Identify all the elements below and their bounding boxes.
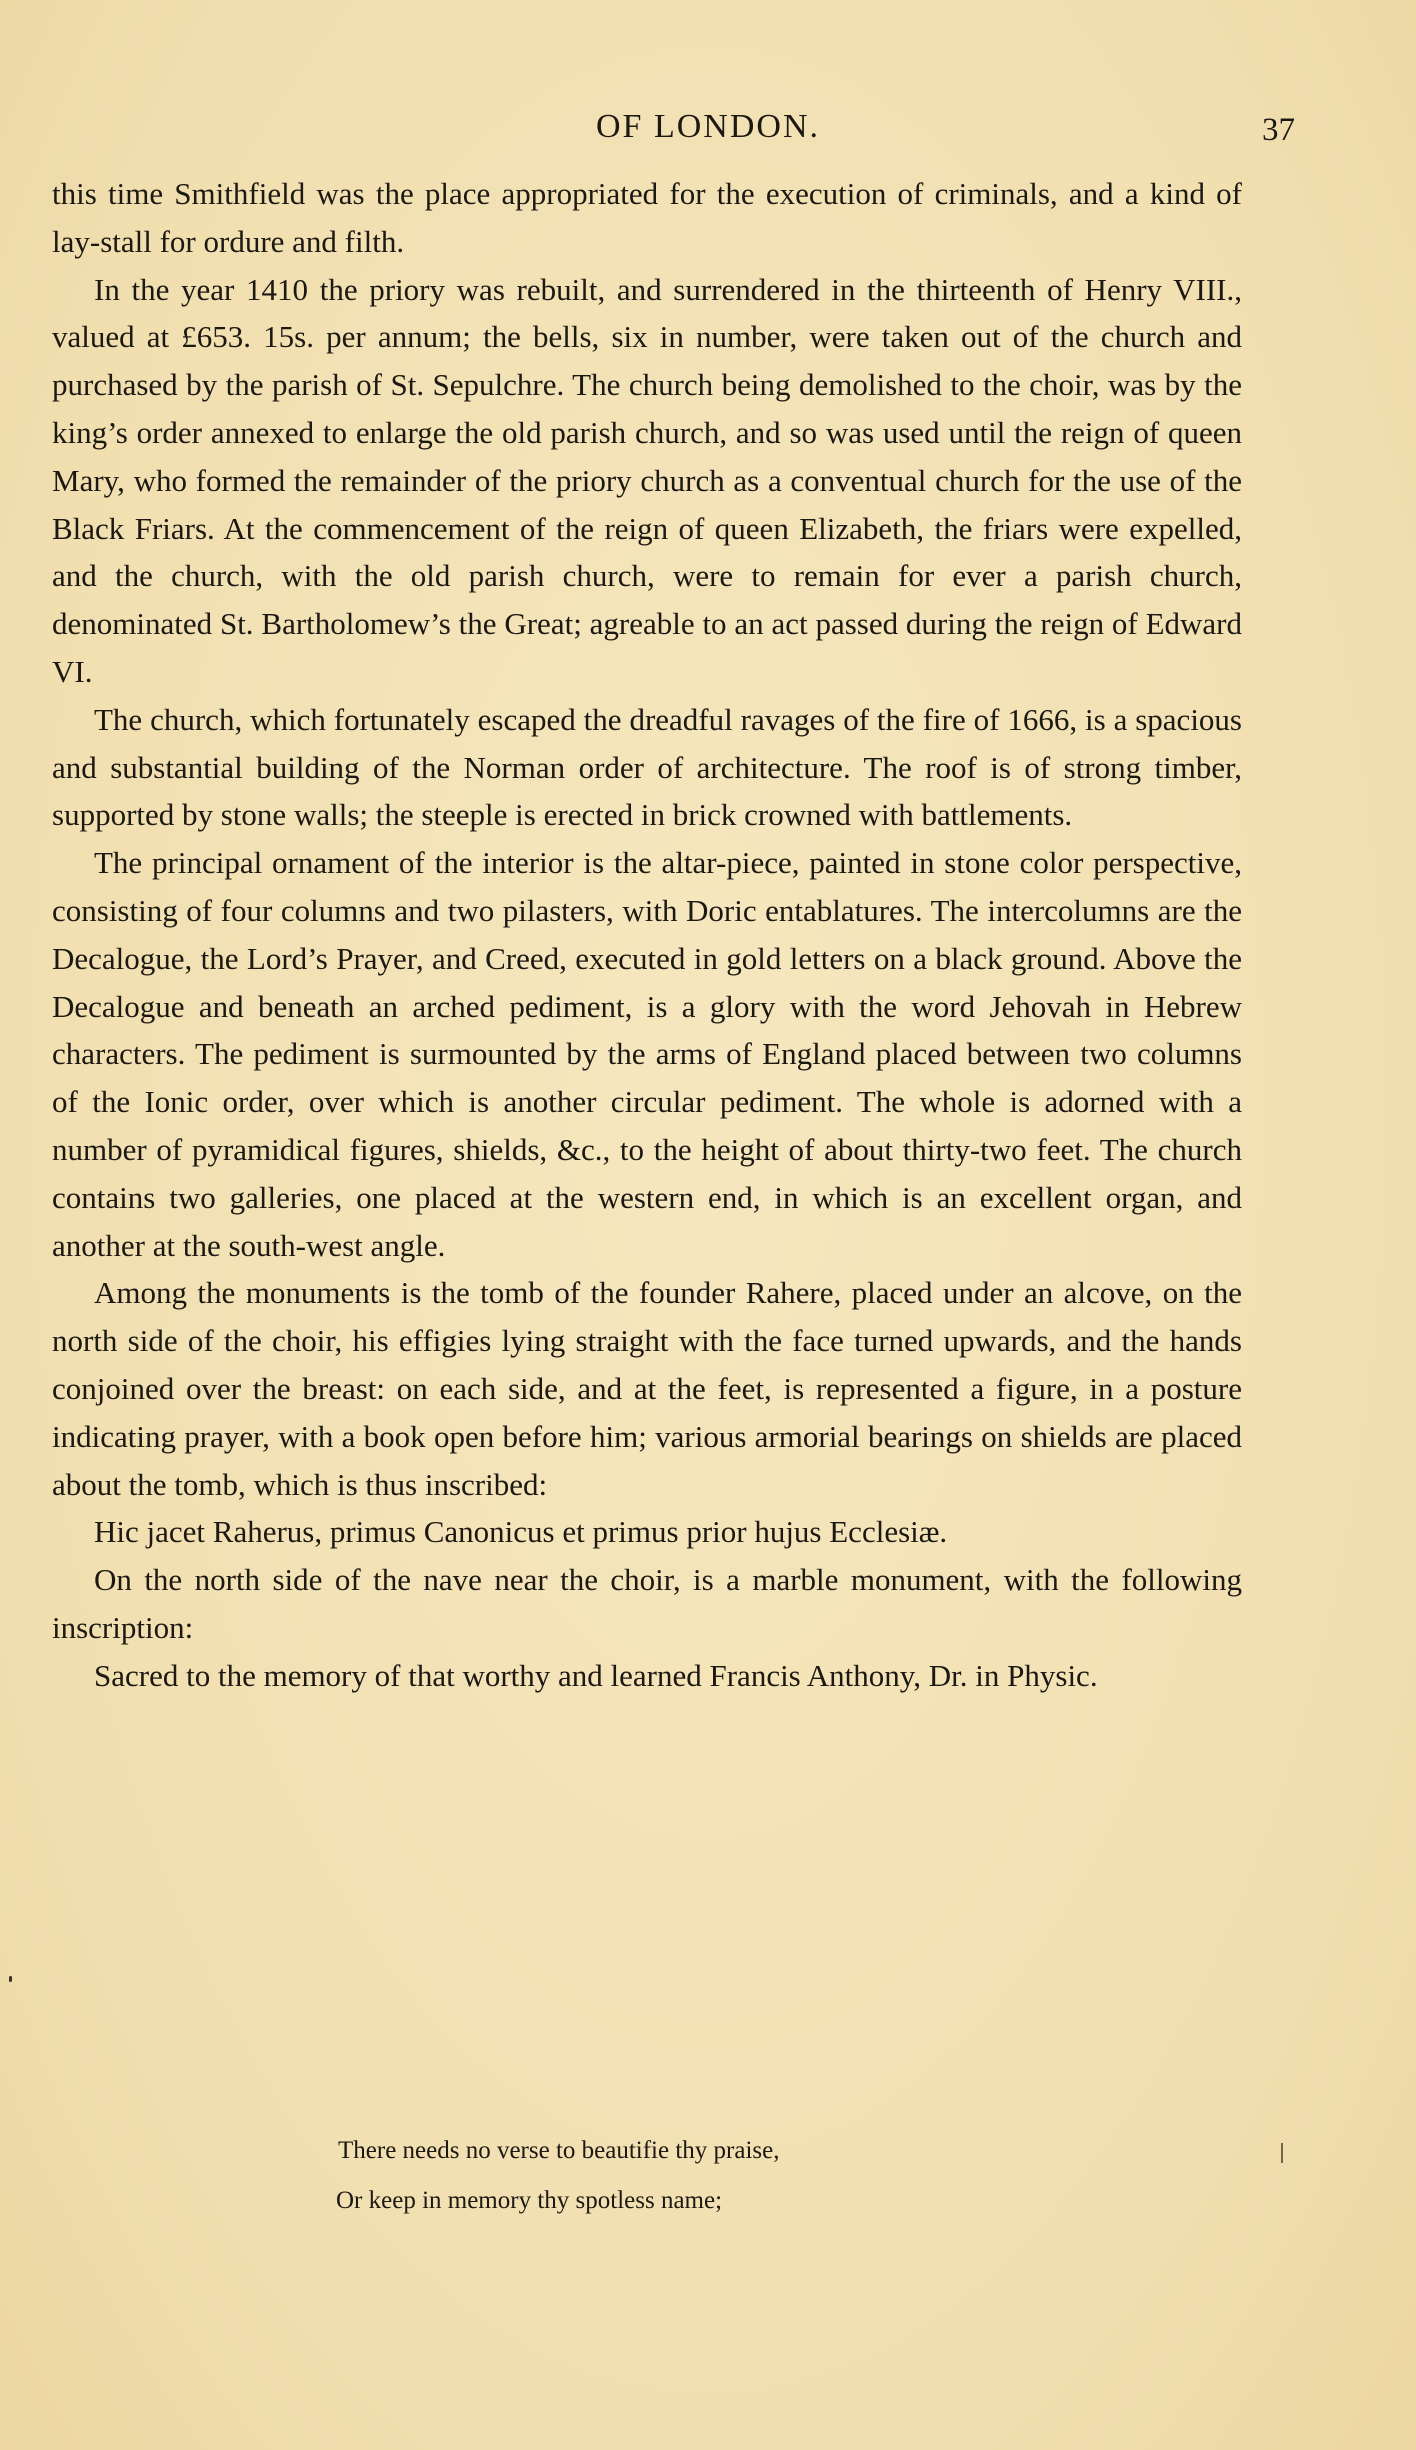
margin-speck xyxy=(9,1976,12,1982)
paragraph-church-building: The church, which fortunately escaped the dreadful ravages of the fire of 1666, is a spacious and substantial building of the Norman order of architecture. The roof is of strong timber, supported by stone walls; the steeple is erected in brick crowned with battlements. xyxy=(52,701,1242,833)
paragraph-marble-monument: On the north side of the nave near the choir, is a marble monument, with the following inscription: xyxy=(52,1562,1242,1645)
page-title: OF LONDON. xyxy=(596,108,820,145)
body-text xyxy=(52,170,1242,1700)
paragraph-sacred-memory: Sacred to the memory of that worthy and learned Francis Anthony, Dr. in Physic. xyxy=(94,1657,1098,1693)
paragraph-smithfield: this time Smithfield was the place appropriated for the execution of criminals, and a kind of lay-stall for ordure and filth. xyxy=(52,176,1242,259)
running-head xyxy=(0,108,1416,152)
verse-line: Or keep in memory thy spotless name; xyxy=(336,2187,723,2214)
paragraph-priory-rebuilt: In the year 1410 the priory was rebuilt, and surrendered in the thirteenth of Henry VIII., valued at £653. 15s. per annum; the bells, six in number, were taken out of the church and purchased by the parish of St. Sepulchre. The church being demolished to the choir, was by the king’s order annexed to enlarge the old parish church, and so was used until the reign of queen Mary, who formed the remainder of the priory church as a conventual church for the use of the Black Friars. At the commencement of the reign of queen Elizabeth, the friars were expelled, and the church, with the old parish church, were to remain for ever a parish church, denominated St. Bartholomew’s the Great; agreable to an act passed during the reign of Edward VI. xyxy=(52,271,1242,689)
paragraph-altar-piece: The principal ornament of the interior is the altar-piece, painted in stone color perspective, consisting of four columns and two pilasters, with Doric entablatures. The intercolumns are the Decalogue, the Lord’s Prayer, and Creed, executed in gold letters on a black ground. Above the Decalogue and beneath an arched pediment, is a glory with the word Jehovah in Hebrew characters. The pediment is surmounted by the arms of England placed between two columns of the Ionic order, over which is another circular pediment. The whole is adorned with a number of pyramidical figures, shields, &c., to the height of about thirty-two feet. The church contains two galleries, one placed at the western end, in which is an excellent organ, and another at the south-west angle. xyxy=(52,845,1242,1263)
margin-tick xyxy=(1281,2143,1283,2163)
paragraph-monuments: Among the monuments is the tomb of the founder Rahere, placed under an alcove, on the north side of the choir, his effigies lying straight with the face turned upwards, and the hands conjoined over the breast: on each side, and at the feet, is represented a figure, in a posture indicating prayer, with a book open before him; various armorial bearings on shields are placed about the tomb, which is thus inscribed: xyxy=(52,1275,1242,1502)
page-number: 37 xyxy=(1262,112,1295,148)
verse-line: There needs no verse to beautifie thy praise, xyxy=(338,2137,780,2164)
verse-block xyxy=(336,2126,1096,2226)
paragraph-latin-inscription: Hic jacet Raherus, primus Canonicus et primus prior hujus Ecclesiæ. xyxy=(94,1514,948,1550)
